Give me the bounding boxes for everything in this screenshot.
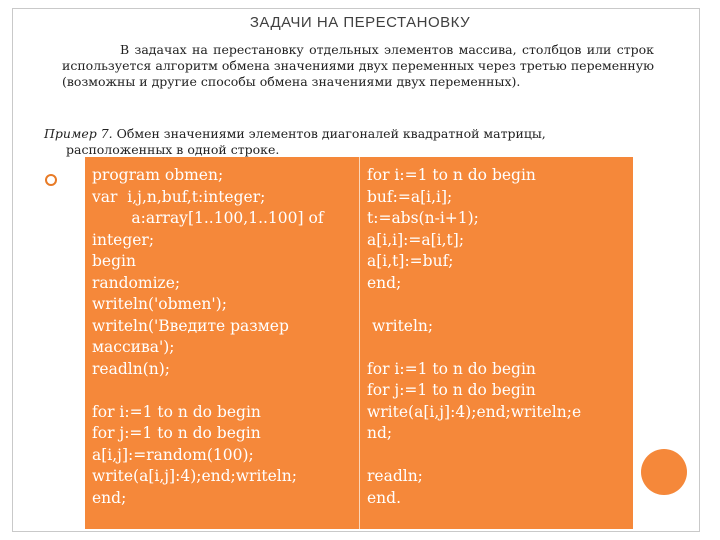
code-line: for j:=1 to n do begin	[367, 381, 536, 399]
code-line: end;	[367, 273, 402, 292]
example-text-continued: расположенных в одной строке.	[66, 142, 280, 157]
column-divider	[359, 157, 360, 529]
code-line: a:array[1..100,1..100] of	[92, 209, 324, 227]
code-line: write(a[i,j]:4);end;writeln;e	[367, 402, 582, 421]
code-line	[92, 380, 354, 402]
code-line: for i:=1 to n do begin	[367, 359, 536, 378]
code-line	[367, 445, 629, 467]
code-line: nd;	[367, 424, 393, 442]
code-line	[367, 294, 629, 316]
code-line: writeln('Введите размер	[92, 316, 289, 335]
decorative-circle	[641, 449, 687, 495]
code-column-right	[367, 165, 629, 509]
code-line: a[i,t]:=buf;	[367, 252, 454, 270]
example-text: Обмен значениями элементов диагоналей квадратной матрицы,	[116, 126, 546, 141]
code-line: buf:=a[i,i];	[367, 187, 453, 206]
code-line: t:=abs(n-i+1);	[367, 209, 479, 227]
example-label: Пример 7.	[44, 126, 113, 141]
code-line: for i:=1 to n do begin	[92, 402, 261, 421]
code-line	[367, 337, 629, 359]
code-line: begin	[92, 252, 136, 270]
code-line: end.	[367, 488, 402, 507]
slide-title: ЗАДАЧИ НА ПЕРЕСТАНОВКУ	[249, 14, 471, 31]
code-line: end;	[92, 488, 127, 507]
code-line: массива');	[92, 338, 175, 356]
example-paragraph	[44, 126, 656, 158]
code-line: randomize;	[92, 273, 181, 292]
code-line: readln(n);	[92, 359, 170, 378]
bullet-icon	[45, 174, 57, 186]
code-line: write(a[i,j]:4);end;writeln;	[92, 467, 297, 485]
code-column-left	[92, 165, 354, 509]
code-block	[85, 157, 633, 529]
code-line: for i:=1 to n do begin	[367, 166, 536, 184]
code-line: integer;	[92, 230, 155, 249]
code-line: a[i,j]:=random(100);	[92, 445, 254, 464]
intro-paragraph: В задачах на перестановку отдельных элементов массива, столбцов или строк используется алгоритм обмена значениями двух переменных через третью переменную (возможны и другие способы обмена значениями двух переменных).	[62, 42, 654, 89]
code-line: writeln;	[367, 316, 434, 335]
code-line: program obmen;	[92, 166, 224, 184]
code-line: readln;	[367, 467, 423, 485]
code-line: var i,j,n,buf,t:integer;	[92, 187, 266, 206]
code-line: a[i,i]:=a[i,t];	[367, 230, 465, 249]
code-line: for j:=1 to n do begin	[92, 424, 261, 442]
code-line: writeln('obmen');	[92, 295, 227, 313]
